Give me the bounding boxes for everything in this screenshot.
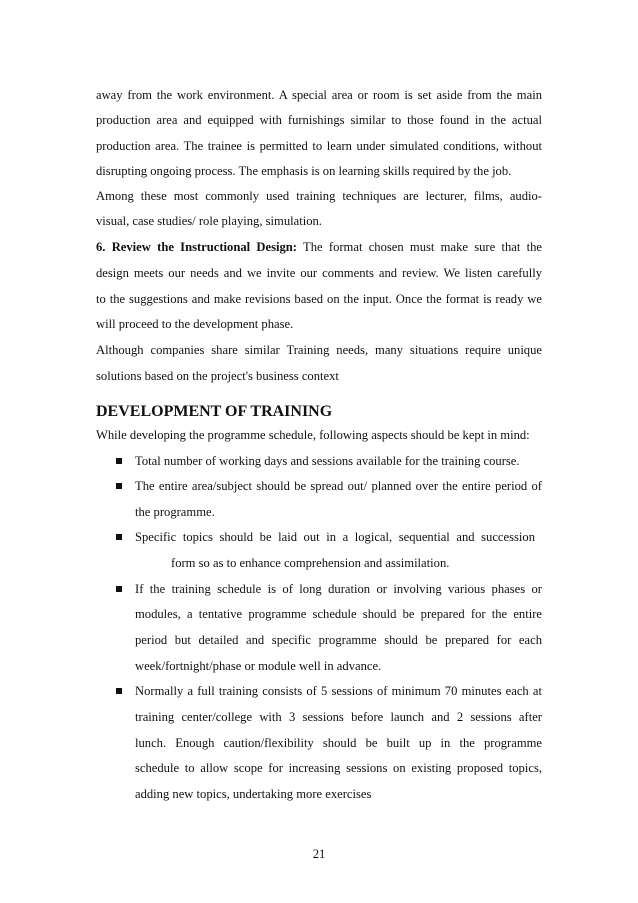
bullet-marker bbox=[116, 477, 124, 495]
paragraph-line: will proceed to the development phase. bbox=[96, 317, 294, 331]
paragraph-line: away from the work environment. A special area or room is set aside from the main bbox=[96, 88, 542, 102]
paragraph-line: production area. The trainee is permitted to learn under simulated conditions, without bbox=[96, 139, 542, 153]
bullet-line: period but detailed and specific programme should be prepared for each bbox=[135, 633, 542, 647]
bullet-line: the programme. bbox=[135, 505, 215, 519]
bullet-line: Total number of working days and sessions available for the training course. bbox=[135, 454, 520, 468]
paragraph-line: Although companies share similar Training needs, many situations require unique bbox=[96, 343, 542, 357]
bullet-line: The entire area/subject should be spread out/ planned over the entire period of bbox=[135, 479, 542, 493]
bullet-line: week/fortnight/phase or module well in advance. bbox=[135, 659, 382, 673]
paragraph-line: Among these most commonly used training techniques are lecturer, films, audio- bbox=[96, 189, 542, 203]
paragraph-line: to the suggestions and make revisions based on the input. Once the format is ready we bbox=[96, 292, 542, 306]
bullet-line: schedule to allow scope for increasing sessions on existing proposed topics, bbox=[135, 761, 542, 775]
bullet-line: If the training schedule is of long duration or involving various phases or bbox=[135, 582, 542, 596]
bullet-line: form so as to enhance comprehension and assimilation. bbox=[171, 556, 450, 570]
bullet-marker bbox=[116, 580, 124, 598]
paragraph-line: visual, case studies/ role playing, simulation. bbox=[96, 214, 322, 228]
page-number: 21 bbox=[312, 847, 326, 861]
bullet-line: modules, a tentative programme schedule should be prepared for the entire bbox=[135, 607, 542, 621]
bullet-line: adding new topics, undertaking more exercises bbox=[135, 787, 372, 801]
section-intro: While developing the programme schedule, following aspects should be kept in mind: bbox=[96, 428, 530, 442]
review-first-line bbox=[96, 238, 542, 256]
bullet-line: lunch. Enough caution/flexibility should be built up in the programme bbox=[135, 736, 542, 750]
bullet-marker bbox=[116, 682, 124, 700]
review-heading: 6. Review the Instructional Design: bbox=[96, 240, 297, 254]
paragraph-line: design meets our needs and we invite our comments and review. We listen carefully bbox=[96, 266, 542, 280]
paragraph-line: solutions based on the project's business context bbox=[96, 369, 339, 383]
bullet-marker bbox=[116, 452, 124, 470]
bullet-line: Normally a full training consists of 5 sessions of minimum 70 minutes each at bbox=[135, 684, 542, 698]
bullet-marker bbox=[116, 528, 124, 546]
paragraph-line: production area and equipped with furnishings similar to those found in the actual bbox=[96, 113, 542, 127]
section-heading: DEVELOPMENT OF TRAINING bbox=[96, 403, 333, 420]
review-first-line-text: The format chosen must make sure that the bbox=[297, 240, 542, 254]
paragraph-line: disrupting ongoing process. The emphasis is on learning skills required by the job. bbox=[96, 164, 512, 178]
bullet-line: Specific topics should be laid out in a logical, sequential and succession bbox=[135, 530, 535, 544]
bullet-line: training center/college with 3 sessions before launch and 2 sessions after bbox=[135, 710, 542, 724]
